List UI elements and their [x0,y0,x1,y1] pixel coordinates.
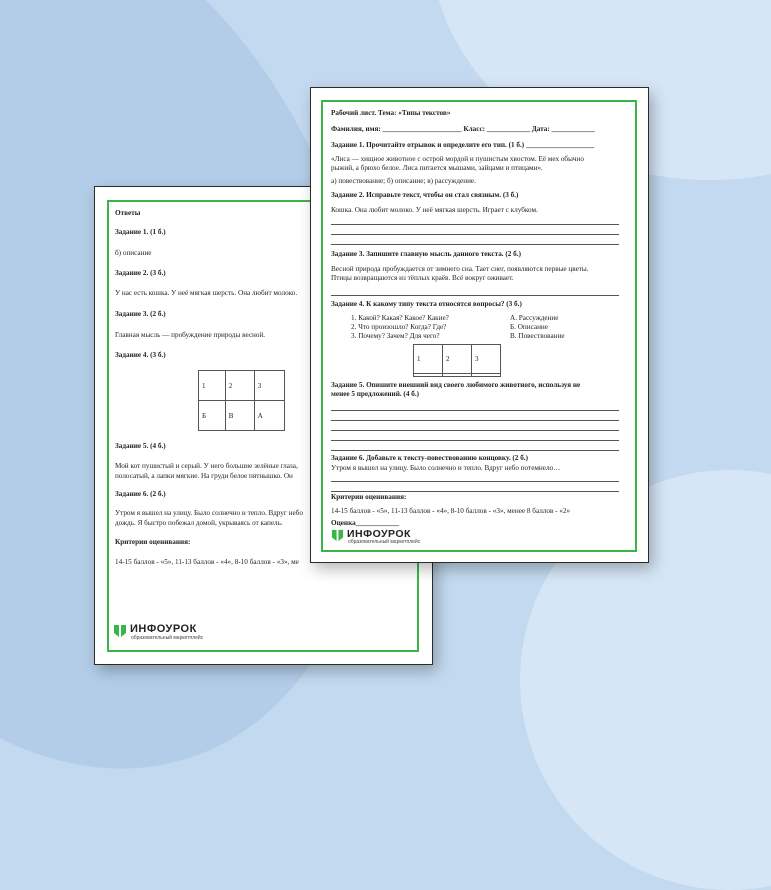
table-cell: Б [199,401,226,431]
answer-line [331,430,619,431]
table-cell: 2 [443,345,472,374]
task6-answer-line: Утром я вышел на улицу. Было солнечно и тепло. Вдруг небо [115,509,303,517]
text-type-item: Б. Описание [510,323,548,331]
task6-answer-line: дождь. Я быстро побежал домой, укрываясь от капель. [115,519,283,527]
task4-heading: Задание 4. (3 б.) [115,351,166,359]
task3-text: Птицы возвращаются из тёплых краёв. Всё вокруг оживает. [331,274,514,282]
task6-text: Утром я вышел на улицу. Было солнечно и тепло. Вдруг небо потемнело… [331,464,561,472]
task6-heading: Задание 6. Добавьте к тексту-повествованию концовку. (2 б.) [331,454,528,462]
task1-options: а) повествование; б) описание; в) рассуждение. [331,177,476,185]
text-type-item: В. Повествование [510,332,565,340]
question-item: 3. Почему? Зачем? Для чего? [351,332,440,340]
answer-line [331,244,619,245]
answer-line [331,440,619,441]
text-type-item: А. Рассуждение [510,314,559,322]
table-cell: В [225,401,254,431]
logo-name: ИНФОУРОК [347,528,411,540]
table-cell: 2 [225,371,254,401]
grade-field: Оценка____________ [331,519,399,527]
task3-heading: Задание 3. Запишите главную мысль данного текста. (2 б.) [331,250,521,258]
answer-line [331,410,619,411]
question-item: 2. Что произошло? Когда? Где? [351,323,447,331]
table-cell[interactable] [443,373,472,376]
table-cell[interactable] [472,373,501,376]
task6-heading: Задание 6. (2 б.) [115,490,166,498]
task1-heading: Задание 1. Прочитайте отрывок и определите его тип. (1 б.) ___________________ [331,141,595,149]
infourok-logo-icon [113,624,127,638]
task2-text: Кошка. Она любит молоко. У неё мягкая шерсть. Играет с клубком. [331,206,538,214]
infourok-logo-icon [331,529,344,542]
table-cell: 3 [472,345,501,374]
answer-line [331,224,619,225]
task5-heading: менее 5 предложений. (4 б.) [331,390,420,398]
logo-name: ИНФОУРОК [130,623,197,635]
task1-text: «Лиса — хищное животное с острой мордой и пушистым хвостом. Её мех обычно [331,155,584,163]
answer-line [331,295,619,296]
worksheet-page [310,87,649,563]
answer-line [331,481,619,482]
answer-line [331,234,619,235]
logo-tagline: образовательный маркетплейс [348,539,421,545]
task4-heading: Задание 4. К какому типу текста относятся вопросы? (3 б.) [331,300,522,308]
table-cell: 1 [199,371,226,401]
infourok-logo [113,623,233,643]
worksheet-title: Рабочий лист. Тема: «Типы текстов» [331,109,451,117]
table-cell[interactable] [414,373,443,376]
task2-heading: Задание 2. Исправьте текст, чтобы он стал связным. (3 б.) [331,191,519,199]
answers-table [198,370,285,431]
criteria-heading: Критерии оценивания: [115,538,191,546]
task3-text: Весной природа пробуждается от зимнего сна. Тает снег, появляются первые цветы. [331,265,589,273]
infourok-logo [331,528,451,548]
answer-line [331,491,619,492]
table-cell: 1 [414,345,443,374]
task2-answer: У нас есть кошка. У неё мягкая шерсть. Она любит молоко. [115,289,298,297]
question-item: 1. Какой? Какая? Какое? Какие? [351,314,449,322]
answer-table [413,344,501,377]
task5-heading: Задание 5. (4 б.) [115,442,166,450]
task3-answer: Главная мысль — пробуждение природы весной. [115,331,266,339]
task5-answer-line: Мой кот пушистый и серый. У него большие зелёные глаза, [115,462,298,470]
task2-heading: Задание 2. (3 б.) [115,269,166,277]
criteria-heading: Критерии оценивания: [331,493,407,501]
task5-answer-line: полосатый, а лапки мягкие. На груди белое пятнышко. Он [115,472,293,480]
task1-heading: Задание 1. (1 б.) [115,228,166,236]
task5-heading: Задание 5. Опишите внешний вид своего любимого животного, используя не [331,381,581,389]
task1-text: рыжий, а брюхо белое. Лиса питается мышами, зайцами и птицами». [331,164,543,172]
task3-heading: Задание 3. (2 б.) [115,310,166,318]
table-cell: 3 [254,371,284,401]
criteria-text: 14-15 баллов - «5», 11-13 баллов - «4», 8-10 баллов - «3», ме [115,558,299,566]
logo-tagline: образовательный маркетплейс [131,635,204,641]
answers-title: Ответы [115,209,141,217]
criteria-text: 14-15 баллов - «5», 11-13 баллов - «4», 8-10 баллов - «3», менее 8 баллов - «2» [331,507,571,515]
table-cell: А [254,401,284,431]
task1-answer: б) описание [115,249,152,257]
student-fields: Фамилия, имя: ______________________ Класс: ____________ Дата: ____________ [331,125,595,133]
answer-line [331,450,619,451]
answer-line [331,420,619,421]
